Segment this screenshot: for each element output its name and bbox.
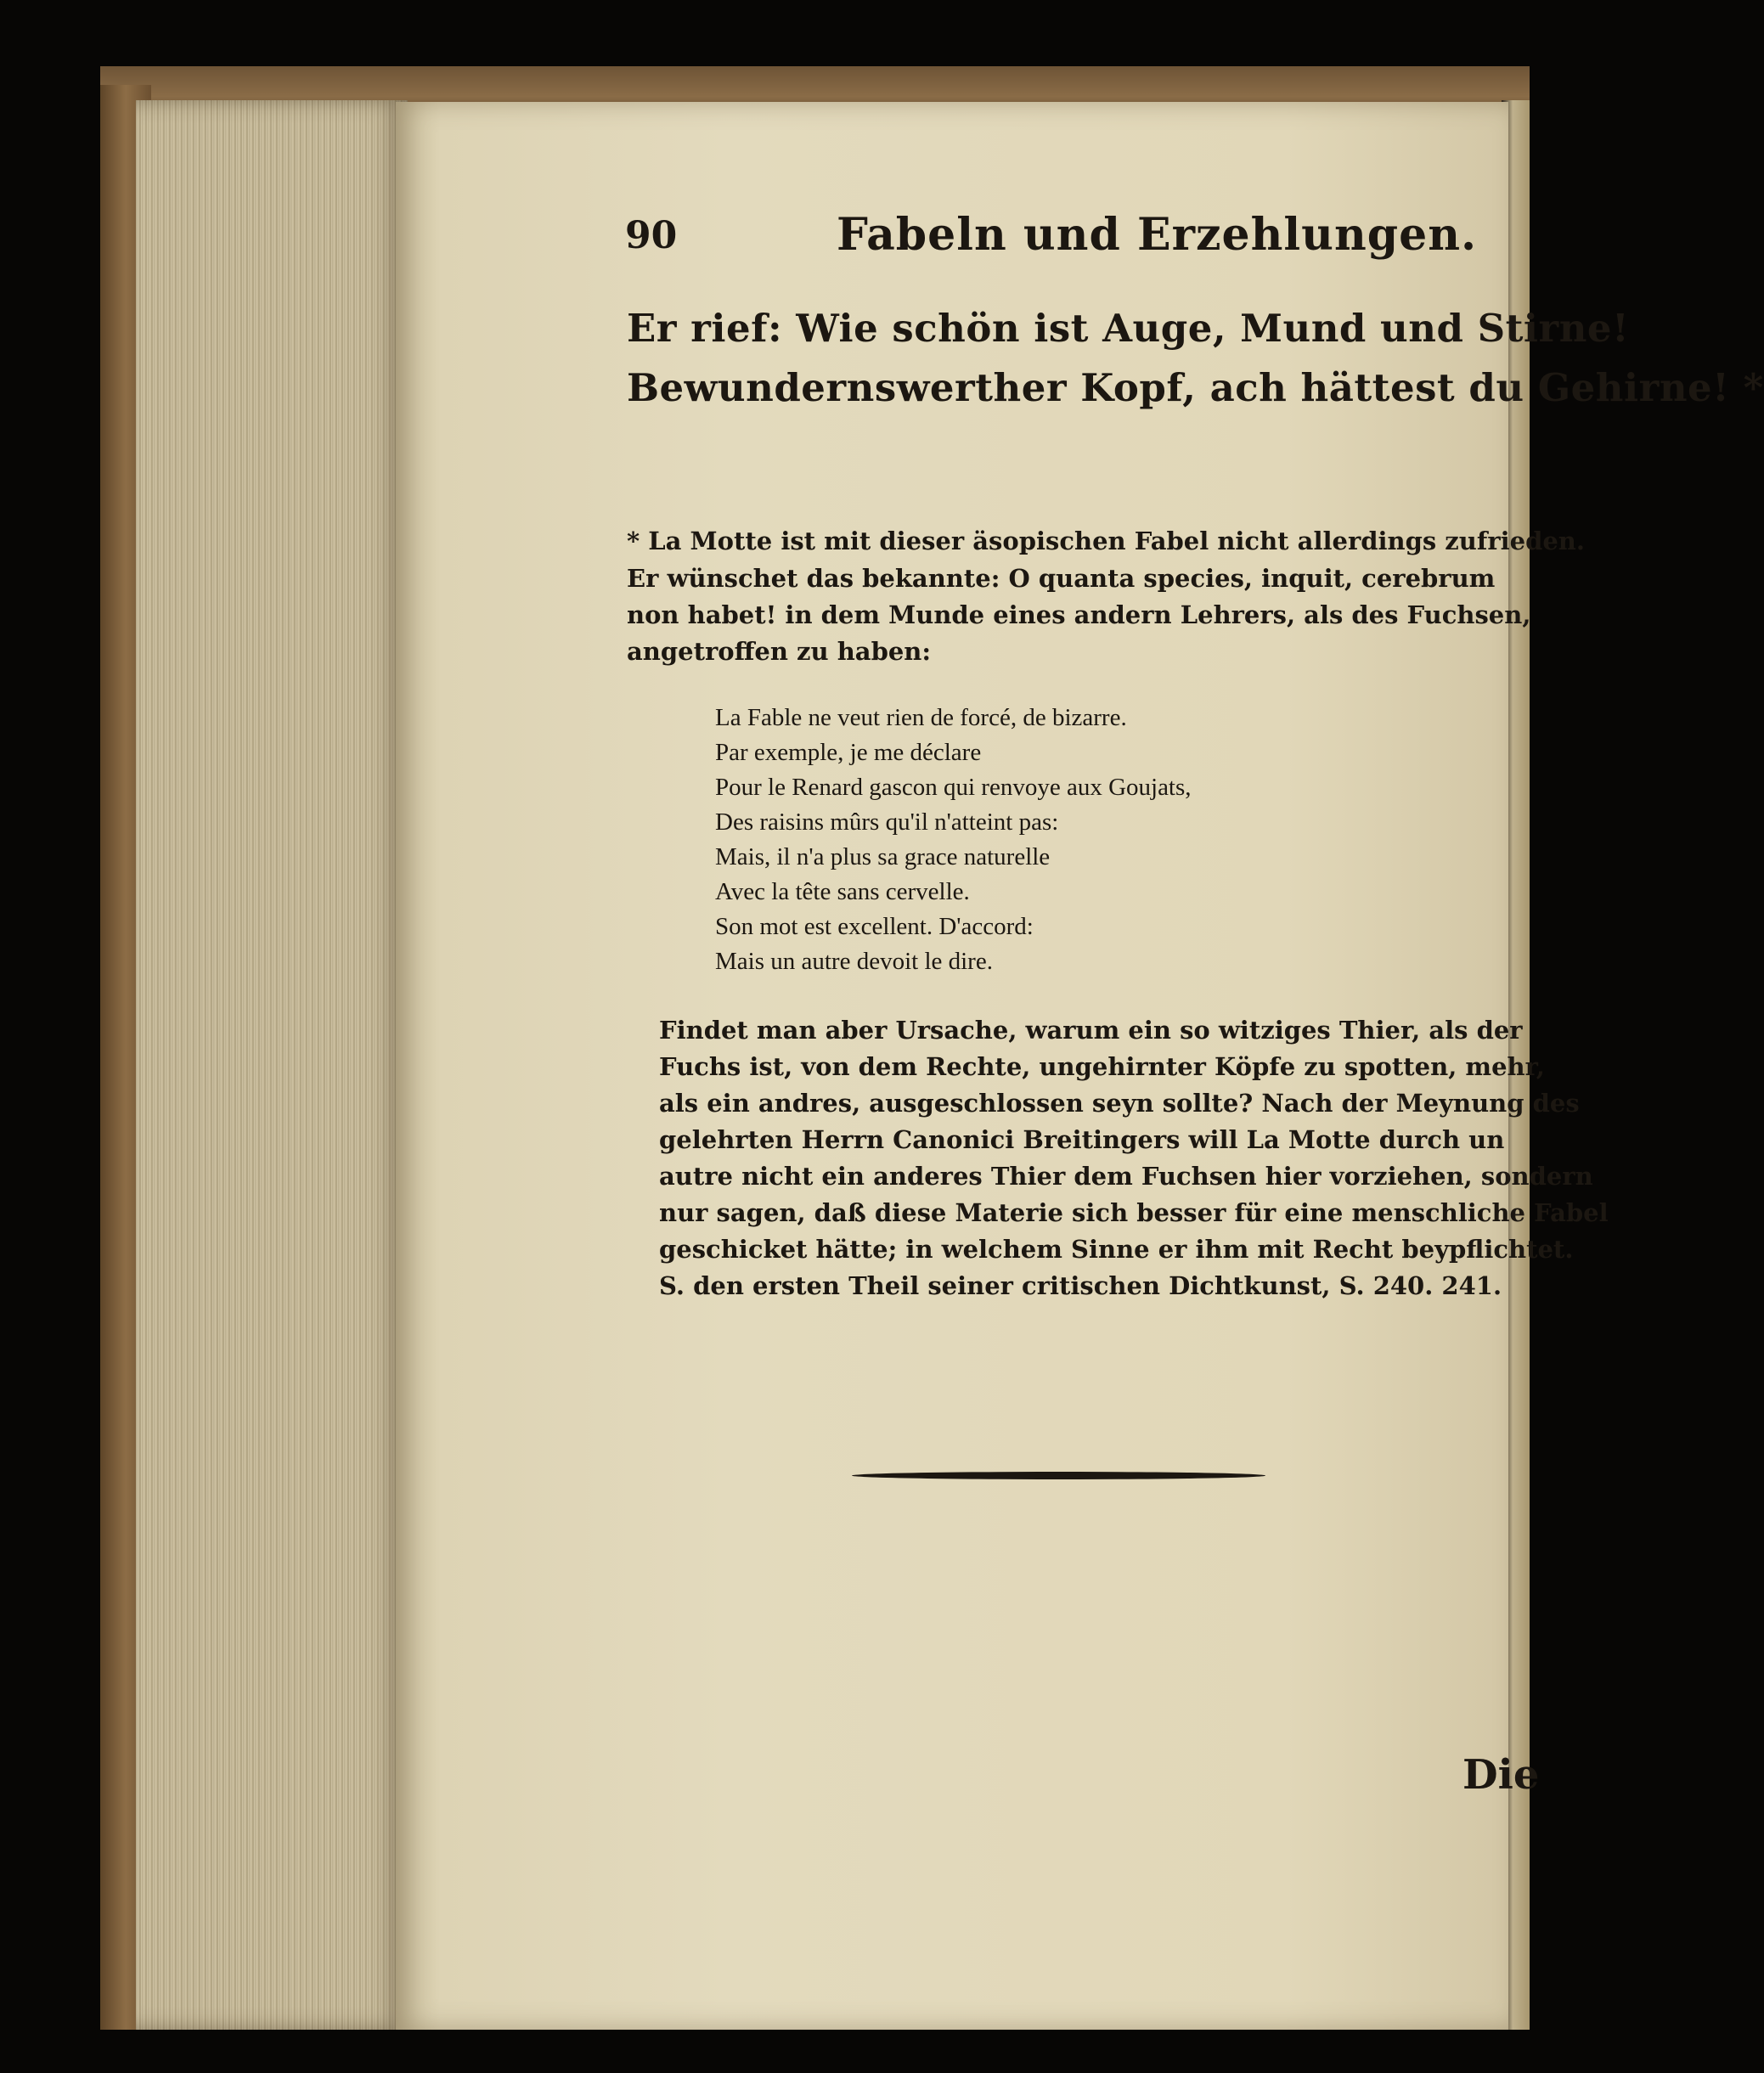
french-quote-line: Pour le Renard gascon qui renvoye aux Goujats, — [715, 774, 1192, 801]
french-quote-line: La Fable ne veut rien de forcé, de bizarre. — [715, 704, 1127, 731]
footnote-line: angetroffen zu haben: — [627, 637, 932, 666]
commentary-line: geschicket hätte; in welchem Sinne er ihm mit Recht beypflichtet. — [659, 1235, 1574, 1264]
footnote-line: non habet! in dem Munde eines andern Lehrers, als des Fuchsen, — [627, 600, 1531, 629]
commentary-line: nur sagen, daß diese Materie sich besser für eine menschliche Fabel — [659, 1198, 1609, 1227]
french-quote-line: Des raisins mûrs qu'il n'atteint pas: — [715, 808, 1059, 836]
footnote-line: Er wünschet das bekannte: O quanta species, inquit, cerebrum — [627, 564, 1496, 593]
verse-line: Bewundernswerther Kopf, ach hättest du Gehirne! * — [627, 365, 1764, 410]
french-quote-line: Avec la tête sans cervelle. — [715, 878, 970, 905]
running-title: Fabeln und Erzehlungen. — [837, 209, 1478, 261]
french-quote-line: Mais un autre devoit le dire. — [715, 948, 993, 975]
commentary-line: Findet man aber Ursache, warum ein so witziges Thier, als der — [659, 1016, 1523, 1045]
footnote-line: * La Motte ist mit dieser äsopischen Fabel nicht allerdings zufrieden. — [627, 527, 1585, 555]
page-number: 90 — [625, 214, 678, 257]
commentary-line: autre nicht ein anderes Thier dem Fuchsen hier vorziehen, sondern — [659, 1162, 1593, 1191]
french-quote-line: Par exemple, je me déclare — [715, 739, 982, 766]
commentary-line: Fuchs ist, von dem Rechte, ungehirnter Köpfe zu spotten, mehr, — [659, 1052, 1545, 1081]
verse-line: Er rief: Wie schön ist Auge, Mund und Stirne! — [627, 306, 1630, 351]
commentary-line: S. den ersten Theil seiner critischen Dichtkunst, S. 240. 241. — [659, 1271, 1502, 1300]
section-rule — [852, 1472, 1265, 1479]
catchword: Die — [1462, 1751, 1540, 1799]
page-edges — [136, 100, 408, 2030]
french-quote-line: Son mot est excellent. D'accord: — [715, 913, 1034, 940]
commentary-line: gelehrten Herrn Canonici Breitingers will La Motte durch un — [659, 1125, 1505, 1154]
french-quote-line: Mais, il n'a plus sa grace naturelle — [715, 843, 1051, 870]
commentary-line: als ein andres, ausgeschlossen seyn sollte? Nach der Meynung des — [659, 1089, 1580, 1118]
